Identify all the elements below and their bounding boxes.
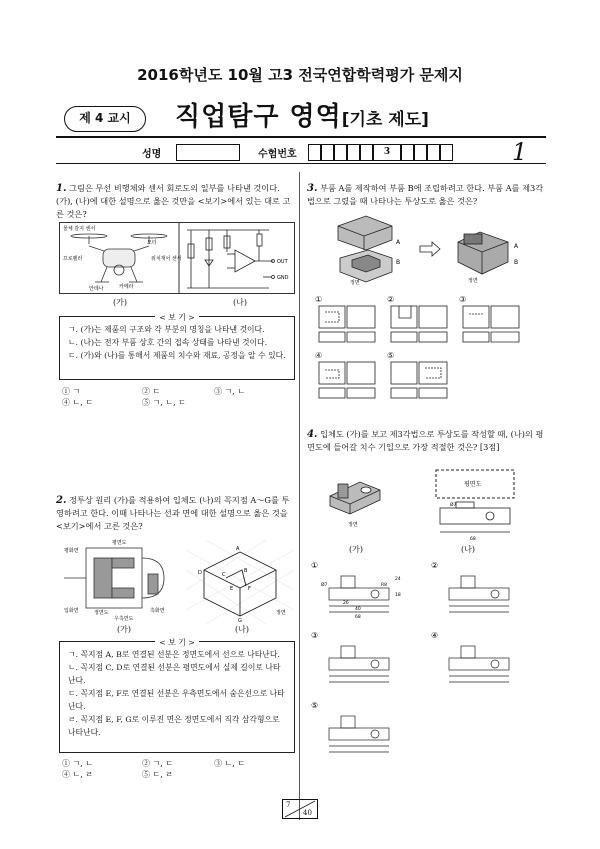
exam-no-box[interactable]: [308, 144, 321, 161]
exam-no-box[interactable]: [440, 144, 453, 161]
q2-caption-a: (가): [117, 625, 131, 634]
q2-bogi-item: ㄴ. 꼭지점 C, D로 연결된 선분은 평면도에서 실제 길이로 나타난다.: [68, 663, 281, 685]
q2-bogi-item: ㄹ. 꼭지점 E, F, G로 이루진 면은 정면도에서 직각 삼각형으로 나타난다.: [68, 715, 280, 737]
q2-figure-b: [186, 540, 294, 624]
exam-title: 2016학년도 10월 고3 전국연합학력평가 문제지: [137, 66, 463, 84]
q2-choice-3[interactable]: ③ ㄴ, ㄷ: [214, 759, 246, 768]
q4-option-2[interactable]: ②: [431, 561, 439, 570]
question-3: [307, 182, 545, 208]
exam-no-box[interactable]: [334, 144, 347, 161]
exam-no-boxes[interactable]: [308, 144, 453, 161]
q1-number: 1.: [56, 183, 67, 194]
label-right-side-view: 우측면도: [114, 616, 134, 622]
exam-no-label: 수험번호: [258, 149, 297, 160]
q3-figure: [330, 212, 530, 286]
q4-option-4[interactable]: ④: [431, 631, 439, 640]
q4-text: 입체도 (가)를 보고 제3각법으로 투상도를 작성할 때, (나)의 평면도에 들어갈 치수 기입으로 가장 적절한 것은? [3점]: [307, 429, 544, 452]
label-plane-side: 측화면: [150, 608, 165, 614]
q4-dim-26: 26: [343, 601, 349, 606]
q4-dim-d7: Ø7: [450, 503, 457, 508]
q1-bogi-item: ㄷ. (가)와 (나)를 통해서 제품의 치수와 재료, 공정을 알 수 있다.: [68, 351, 286, 360]
q3-front-label-2: 정면: [468, 278, 478, 284]
exam-no-box[interactable]: [321, 144, 334, 161]
q3-label-b-2: B: [514, 259, 519, 266]
subject-sub: [기초 제도]: [341, 110, 429, 130]
page-number: 1: [512, 138, 528, 166]
q4-option-3[interactable]: ③: [311, 631, 319, 640]
label-plan-view: 평면도: [112, 540, 127, 546]
q3-text: 부품 A를 제작하여 부품 B에 조립하려고 한다. 부품 A를 제3각법으로 그렸을 때 나타나는 투상도로 옳은 것은?: [307, 183, 544, 206]
q4-option-1[interactable]: ①: [311, 561, 319, 570]
q4-dim-18: 18: [395, 593, 401, 598]
q3-option-5[interactable]: ⑤: [387, 351, 395, 360]
page-counter: [282, 799, 318, 819]
q1-bogi-item: ㄱ. (가)는 제품의 구조와 각 부분의 명칭을 나타낸 것이다.: [68, 325, 265, 334]
q1-choice-5[interactable]: ⑤ ㄱ, ㄴ, ㄷ: [142, 398, 186, 407]
question-1: [56, 182, 292, 221]
q3-option-2[interactable]: ②: [387, 295, 395, 304]
q4-dim-d7: Ø7: [321, 583, 328, 588]
q4-caption-a: (가): [349, 545, 363, 554]
q2-choice-5[interactable]: ⑤ ㄷ, ㄹ: [142, 770, 174, 779]
q3-option-3[interactable]: ③: [459, 295, 467, 304]
q3-options: [307, 292, 547, 412]
question-4: [307, 428, 545, 454]
exam-no-box[interactable]: [414, 144, 427, 161]
q2-bogi-item: ㄷ. 꼭지점 E, F로 연결된 선분은 우측면도에서 숨은선으로 나타난다.: [68, 689, 285, 711]
label-motor: 모터: [147, 240, 157, 246]
q2-bogi-box: [59, 638, 295, 753]
q2-bogi-item: ㄱ. 꼭지점 A, B로 연결된 선분은 정면도에서 선으로 나타난다.: [68, 650, 280, 659]
q4-dim-68: 68: [470, 537, 476, 542]
vertex-a: A: [236, 546, 240, 552]
q3-number: 3.: [307, 183, 318, 194]
header-rule-2: [56, 163, 546, 164]
vertex-d: D: [198, 570, 202, 576]
q1-text: 그림은 무선 비행체와 센서 회로도의 일부를 나타낸 것이다. (가), (나)에 대한 설명으로 옳은 것만을 <보기>에서 있는 대로 고른 것은?: [56, 183, 291, 219]
label-propeller: 프로펠러: [63, 256, 83, 262]
name-label: 성명: [142, 149, 162, 160]
q4-dim-24: 24: [395, 577, 401, 582]
vertex-c: C: [222, 572, 226, 578]
subject-name: 직업탐구 영역: [175, 102, 342, 132]
exam-no-box[interactable]: [347, 144, 360, 161]
q4-figure: [320, 466, 540, 544]
q4-dim-r8: R8: [381, 583, 387, 588]
q2-choice-2[interactable]: ② ㄱ, ㄷ: [142, 759, 174, 768]
q2-choice-1[interactable]: ① ㄱ, ㄴ: [62, 759, 94, 768]
column-divider: [299, 172, 300, 820]
q3-label-b: B: [396, 259, 401, 266]
label-antenna: 안테나: [89, 286, 104, 292]
name-field[interactable]: [176, 144, 240, 161]
q3-option-4[interactable]: ④: [315, 351, 323, 360]
exam-no-digit: 3: [373, 144, 401, 161]
question-2: [56, 494, 292, 533]
circuit-diagram: [187, 230, 275, 288]
vertex-b: B: [244, 568, 248, 574]
q4-option-drawings: [307, 558, 547, 790]
q4-plan-label: 평면도: [464, 481, 482, 488]
label-out: OUT: [277, 259, 288, 265]
q3-label-a: A: [396, 239, 401, 246]
q1-caption-a: (가): [113, 298, 127, 307]
q2-number: 2.: [56, 495, 67, 506]
vertex-f: F: [248, 586, 251, 592]
label-position-sensor: 위치재어 센서: [151, 256, 182, 262]
page-total: 40: [303, 809, 312, 817]
q1-bogi-title: < 보 기 >: [155, 313, 199, 322]
q3-option-drawings: [307, 300, 547, 412]
label-front-view: 정면도: [94, 610, 109, 616]
q1-choice-1[interactable]: ① ㄱ: [62, 387, 81, 396]
q4-caption-b: (나): [461, 545, 475, 554]
q3-option-1[interactable]: ①: [315, 295, 323, 304]
q1-figure: [59, 222, 295, 294]
session-badge: 제 4 교시: [64, 106, 146, 132]
q4-front-label: 정면: [348, 522, 358, 528]
q2-choice-4[interactable]: ④ ㄴ, ㄹ: [62, 770, 94, 779]
vertex-g: G: [238, 618, 242, 624]
q4-number: 4.: [307, 429, 318, 440]
label-object-sensor: 물체 감지 센서: [63, 226, 96, 232]
q1-caption-b: (나): [233, 298, 247, 307]
subject-title: [175, 96, 429, 133]
q2-front-label: 정면: [276, 610, 286, 616]
label-plane-horizontal: 평화면: [64, 548, 79, 554]
q4-dim-40: 40: [355, 607, 361, 612]
q3-label-a-2: A: [514, 243, 519, 250]
label-camera: 카메라: [119, 284, 134, 290]
exam-no-box[interactable]: [401, 144, 414, 161]
q2-text: 정투상 원리 (가)를 적용하여 입체도 (나)의 꼭지점 A～G를 투영하려고 한다. 이때 나타나는 선과 면에 대한 설명으로 옳은 것을 <보기>에서 고른 것은?: [56, 495, 290, 531]
label-plane-vertical: 입화면: [64, 608, 79, 614]
exam-no-box[interactable]: [360, 144, 373, 161]
header-rule: [56, 136, 546, 138]
page-current: 7: [286, 801, 291, 809]
q3-front-label-1: 정면: [350, 280, 360, 286]
q1-choice-2[interactable]: ② ㄷ: [142, 387, 161, 396]
q4-option-5[interactable]: ⑤: [311, 701, 319, 710]
q1-choice-3[interactable]: ③ ㄱ, ㄴ: [214, 387, 246, 396]
q4-dim-68: 68: [355, 615, 361, 620]
vertex-e: E: [230, 586, 234, 592]
q2-bogi-title: < 보 기 >: [155, 638, 199, 647]
q1-bogi-item: ㄴ. (나)는 전자 부품 상호 간의 접속 상태를 나타낸 것이다.: [68, 338, 268, 347]
q1-bogi-box: [59, 313, 295, 380]
label-gnd: GND: [277, 275, 289, 281]
q2-caption-b: (나): [235, 625, 249, 634]
q1-choice-4[interactable]: ④ ㄴ, ㄷ: [62, 398, 94, 407]
q2-figure-a: [64, 536, 174, 622]
exam-no-box[interactable]: [427, 144, 440, 161]
